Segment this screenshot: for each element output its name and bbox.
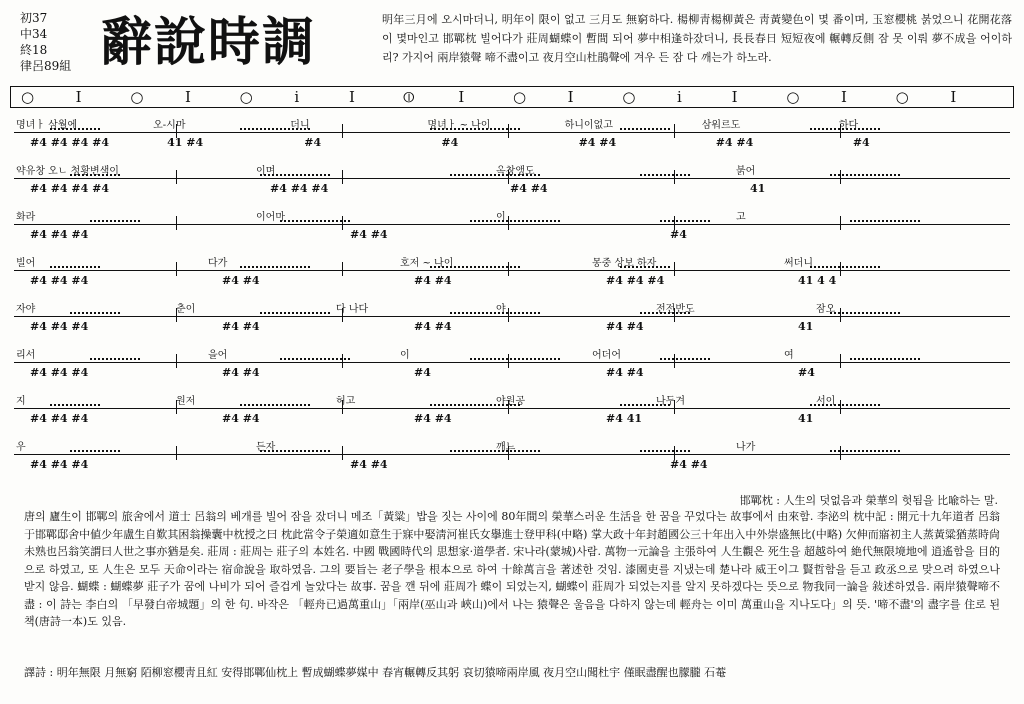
beat-marker: ○	[239, 88, 253, 106]
lyric-syllable: 춘이	[176, 304, 196, 315]
note-symbols: #4 #4	[670, 458, 708, 471]
beat-marker: i	[294, 88, 300, 106]
lyric-syllable: 야원공	[496, 396, 525, 407]
beat-marker: ○	[513, 88, 527, 106]
beat-marker: I	[349, 88, 355, 106]
note-symbols: #4 #4	[350, 458, 388, 471]
note-symbols: 41 4 4	[798, 274, 837, 287]
bar-line	[176, 216, 177, 230]
lyric-syllable: 다 나다	[336, 304, 369, 315]
ornament-mark	[810, 260, 880, 268]
lyric-syllable: 다가	[208, 258, 228, 269]
bar-line	[342, 446, 343, 460]
staff-line	[14, 224, 1010, 225]
note-symbols: #4	[414, 366, 431, 379]
beat-marker: I	[458, 88, 465, 106]
staff-line	[14, 316, 1010, 317]
beat-marker: I	[75, 88, 82, 106]
note-symbols: #4 #4 #4	[270, 182, 329, 195]
note-symbols: #4 #4	[414, 412, 452, 425]
note-symbols: #4 #4	[578, 136, 617, 149]
lyric-syllable: 하다	[838, 120, 859, 131]
beat-marker: I	[185, 88, 191, 106]
bar-line	[176, 446, 177, 460]
note-symbols: #4	[670, 228, 687, 241]
ornament-mark	[660, 352, 710, 360]
bar-line	[342, 170, 343, 184]
bar-line	[176, 354, 177, 368]
lyric-syllable: 지	[16, 396, 26, 407]
note-symbols: #4 #4 #4	[30, 274, 89, 287]
note-symbols: #4 #4 #4 #4	[30, 136, 109, 149]
note-symbols: #4	[852, 136, 870, 149]
ornament-mark	[70, 306, 120, 314]
lyric-syllable: 원저	[176, 396, 196, 407]
gloss-note: 邯鄲枕 : 人生의 덧없음과 榮華의 헛됨을 比喩하는 말.	[739, 494, 998, 507]
meta-label: 初37	[20, 11, 48, 25]
lyric-syllable: 든자	[256, 442, 276, 453]
lyric-syllable: 이며	[256, 166, 276, 177]
ornament-mark	[280, 352, 350, 360]
bar-line	[342, 124, 343, 138]
beat-marker: I	[950, 88, 957, 106]
lyric-syllable: 삼워르도	[701, 120, 741, 131]
lyric-syllable: 고	[736, 212, 746, 223]
ornament-mark	[850, 214, 920, 222]
beat-marker: ○	[622, 88, 636, 106]
lyric-syllable: 이어마	[256, 212, 285, 223]
lyric-syllable: 을어	[208, 350, 228, 361]
bar-line	[176, 262, 177, 276]
note-symbols: #4 #4 #4	[30, 412, 89, 425]
lyric-syllable: 더니	[290, 120, 310, 131]
lyric-syllable: 명녀ㅏ ~ 나이	[427, 120, 491, 131]
ornament-mark	[240, 260, 310, 268]
note-symbols: #4 #4	[715, 136, 754, 149]
beat-marker-row	[10, 86, 1014, 108]
ornament-mark	[90, 352, 140, 360]
lyric-syllable: 명녀ㅏ 삼월에	[16, 120, 78, 131]
beat-marker: I	[567, 88, 574, 106]
ornament-mark	[850, 352, 920, 360]
ornament-mark	[830, 168, 900, 176]
ornament-mark	[640, 168, 690, 176]
beat-marker: i	[677, 88, 682, 106]
note-symbols: #4 #4	[414, 320, 452, 333]
lyric-syllable: 나두겨	[656, 396, 685, 407]
note-symbols: #4	[798, 366, 815, 379]
lyric-syllable: 자야	[16, 304, 36, 315]
note-symbols: #4 #4 #4	[606, 274, 665, 287]
bar-line	[840, 216, 841, 230]
lyric-syllable: 리서	[16, 350, 36, 361]
lyric-text: 明年三月에 오시마더니, 明年이 限이 없고 三月도 無窮하다. 楊柳靑楊柳黃은 靑黃變色이 몇 番이며, 玉窓櫻桃 붉었으니 花開花落이 몇마인고 邯鄲枕 빌어다가 莊周蝴蝶이 暫間 되어 夢中相逢하잤더니, 長長春日 短短夜에 輾轉反側 잠 못 이뤄 夢不成을 어이하리? 가지어 兩岸猿聲 啼不盡이고 夜月空山杜鵑聲에 겨우 든 잠 다 깨는가 하노라.	[382, 13, 1012, 64]
lyric-syllable: 빌어	[16, 258, 36, 269]
meta-label: 終18	[20, 43, 48, 57]
note-symbols: #4 #4 #4 #4	[30, 182, 109, 195]
note-symbols: #4	[441, 136, 459, 149]
lyric-syllable: 전전반도	[656, 304, 695, 315]
ornament-mark	[470, 352, 560, 360]
lyric-syllable: 하니이없고	[564, 120, 613, 131]
staff-line	[14, 270, 1010, 271]
ornament-mark	[660, 214, 710, 222]
note-symbols: #4 #4	[222, 412, 260, 425]
lyric-syllable: 오-시마	[153, 120, 186, 131]
note-symbols: #4 #4	[222, 320, 260, 333]
lyric-syllable: 야	[496, 304, 506, 315]
note-symbols: 41 #4	[167, 136, 204, 149]
staff-line	[14, 362, 1010, 363]
lyric-syllable: 붉어	[736, 166, 756, 177]
lyric-syllable: 몽중 상보 하자	[592, 258, 657, 269]
note-symbols: 41	[798, 412, 814, 425]
lyric-syllable: 여	[784, 350, 794, 361]
note-symbols: #4 #4	[510, 182, 548, 195]
lyric-syllable: 약유창 오ㄴ 청황변색이	[16, 166, 119, 177]
lyric-syllable: 써더니	[784, 258, 813, 269]
bar-line	[342, 262, 343, 276]
note-symbols: #4 #4 #4	[30, 366, 89, 379]
ornament-mark	[640, 444, 690, 452]
staff-line	[14, 178, 1010, 179]
note-symbols: 41	[750, 182, 766, 195]
note-symbols: #4 #4 #4	[30, 228, 89, 241]
staff-line	[14, 132, 1010, 133]
beat-marker: ⦶	[403, 88, 415, 106]
note-symbols: #4 #4	[350, 228, 388, 241]
ornament-mark	[450, 306, 540, 314]
ornament-mark	[280, 214, 350, 222]
bar-line	[674, 124, 675, 138]
ornament-mark	[620, 122, 670, 130]
lyric-syllable: 화라	[16, 212, 36, 223]
note-symbols: #4 #4	[222, 274, 260, 287]
note-symbols: #4 #4 #4	[30, 458, 89, 471]
beat-marker: ○	[786, 88, 800, 106]
page-title: 辭說時調	[100, 12, 317, 73]
ornament-mark	[240, 398, 310, 406]
lyric-syllable: 잠오	[816, 304, 836, 315]
lyric-syllable: 어더어	[592, 350, 621, 361]
beat-marker: ○	[130, 88, 144, 106]
lyric-syllable: 우	[16, 442, 26, 453]
ornament-mark	[830, 444, 900, 452]
ornament-mark	[50, 260, 100, 268]
beat-marker: ○	[21, 88, 35, 106]
note-symbols: #4	[304, 136, 322, 149]
lyric-syllable: 허고	[336, 396, 356, 407]
ornament-mark	[70, 444, 120, 452]
note-symbols: #4 #4 #4	[30, 320, 89, 333]
note-symbols: #4 #4	[606, 366, 644, 379]
beat-marker: I	[841, 88, 847, 106]
note-symbols: #4 #4	[222, 366, 260, 379]
commentary-text: 唐의 廬生이 邯鄲의 旅舍에서 道士 呂翁의 베개를 빌어 잠을 잤더니 메조「黃粱」밥을 짓는 사이에 80年間의 榮華스러운 生活을 한 꿈을 꾸었다는 故事에서 由來함. 李泌의 枕中記 : 開元十九年道者 呂翁于邯鄲邸舍中値少年盧生自歎其困翁操囊中枕授之曰 枕此當令子榮適如意生于寐中娶淸河崔氏女擧進士登甲科(中略) 掌大政十年封趙國公三十年出入中外崇盛無比(中略) 欠伸而寤初主人蒸黃粱猶蒸時尙未熟也呂翁笑謂曰人世之事亦猶是矣. 莊周 : 莊周는 莊子의 本姓名. 中國 戰國時代의 思想家·道學者. 宋나라(蒙城)사람. 萬物一元論을 主張하여 人生觀은 死生을 超越하여 絶代無限境地에 逍遙함을 目的으로 하였고, 또 人生은 모두 天命이라는 宿命說을 取하였음. 그의 要旨는 老子學을 根本으로 하여 十餘萬言을 著述한 것임. 漆園吏를 지냈는데 楚나라 威王이그 賢哲함을 듣고 政丞으로 맞으려 하였으나 받지 않음. 蝴蝶 : 蝴蝶夢 莊子가 꿈에 나비가 되어 즐겁게 놀았다는 故事. 꿈을 깬 뒤에 莊周가 蝶이 되었는지, 蝴蝶이 莊周가 되었는지를 알지 못하겠다는 뜻으로 物我同一論을 敍述하였음. 兩岸猿聲啼不盡 : 이 詩는 李白의 「早發白帝城題」의 한 句. 바작은 「輕舟已過萬重山」「兩岸(巫山과 峽山)에서 나는 猿聲은 울음을 다하지 않는데 輕舟는 이미 萬重山을 지나도다」의 뜻. '啼不盡'의 盡字를 住로 된 책(唐詩一本)도 있음.	[24, 510, 1000, 628]
lyric-syllable: 이	[496, 212, 506, 223]
bar-line	[840, 354, 841, 368]
lyric-syllable: 깨느	[496, 442, 516, 453]
lyric-syllable: 서이	[816, 396, 836, 407]
ornament-mark	[450, 444, 540, 452]
translation-line: 譯詩 : 明年無限 月無窮 陌柳窓櫻靑且紅 安得邯鄲仙枕上 暫成蝴蝶夢媒中 春宵輾轉反其躬 哀切猿啼兩岸風 夜月空山聞杜宇 僅眠盡醒也朦朧 石菴	[24, 666, 727, 679]
meta-label: 中34	[20, 27, 48, 41]
beat-marker: ○	[895, 88, 909, 106]
notation-score	[10, 86, 1014, 486]
ornament-mark	[470, 214, 560, 222]
ornament-mark	[830, 306, 900, 314]
bar-line	[176, 170, 177, 184]
lyric-syllable: 호저 ~ 나이	[400, 258, 454, 269]
ornament-mark	[260, 306, 330, 314]
bar-line	[674, 262, 675, 276]
lyric-syllable: 옥창앵도	[496, 166, 535, 177]
lyric-syllable: 나가	[736, 442, 756, 453]
staff-line	[14, 454, 1010, 455]
ornament-mark	[50, 398, 100, 406]
ornament-mark	[90, 214, 140, 222]
catalogue-numbers	[20, 10, 98, 74]
note-symbols: 41	[798, 320, 814, 333]
note-symbols: #4 41	[606, 412, 643, 425]
beat-marker: I	[731, 88, 738, 106]
lyric-syllable: 이	[400, 350, 410, 361]
meta-label: 律呂89組	[20, 59, 72, 73]
staff-line	[14, 408, 1010, 409]
note-symbols: #4 #4	[414, 274, 452, 287]
note-symbols: #4 #4	[606, 320, 644, 333]
